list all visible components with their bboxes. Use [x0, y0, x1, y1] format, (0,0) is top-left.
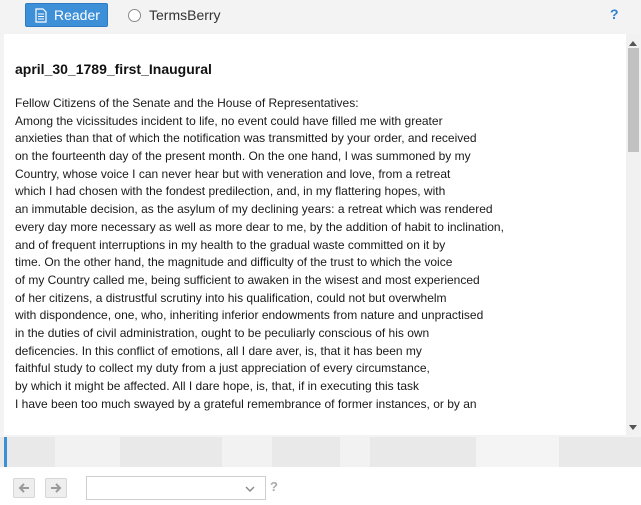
reader-button[interactable]	[25, 3, 108, 27]
help-icon-bottom[interactable]: ?	[270, 479, 278, 494]
text-line: with dispondence, one, who, inheriting inferior endowments from nature and unpractised	[15, 308, 484, 323]
bottom-toolbar	[0, 467, 641, 505]
arrow-left-icon	[18, 482, 30, 494]
text-line: on the fourteenth day of the present month. On the one hand, I was summoned by my	[15, 149, 471, 164]
text-line: I have been too much swayed by a grateful remembrance of former instances, or by an	[15, 396, 477, 411]
back-button[interactable]	[13, 478, 35, 498]
help-icon[interactable]: ?	[610, 6, 619, 22]
text-line: anxieties than that of which the notification was transmitted by your order, and received	[15, 131, 477, 146]
termsberry-label: TermsBerry	[149, 7, 221, 23]
text-line: an immutable decision, as the asylum of my declining years: a retreat which was rendered	[15, 202, 493, 217]
chevron-down-icon	[244, 483, 256, 495]
text-line: every day more necessary as well as more dear to me, by the addition of habit to inclination,	[15, 219, 504, 234]
radio-circle[interactable]	[128, 9, 141, 22]
document-icon	[35, 8, 47, 23]
reader-button-label: Reader	[54, 7, 100, 23]
segment-strip	[0, 437, 641, 467]
text-line: of my Country called me, being sufficient to awaken in the wisest and most experienced	[15, 272, 480, 287]
active-segment-indicator	[4, 437, 7, 467]
text-line: which I had chosen with the fondest predilection, and, in my flattering hopes, with	[15, 184, 446, 199]
toolbar	[0, 0, 641, 32]
text-line: and of frequent interruptions in my health to the gradual waste committed on it by	[15, 237, 446, 252]
text-line: deficencies. In this conflict of emotions, all I dare aver, is, that it has been my	[15, 343, 422, 358]
document-title: april_30_1789_first_Inaugural	[15, 61, 212, 77]
termsberry-radio[interactable]	[128, 6, 221, 24]
strip-segment	[340, 437, 370, 467]
strip-segment	[55, 437, 120, 467]
document-body	[15, 95, 615, 413]
history-select[interactable]	[86, 476, 266, 500]
forward-button[interactable]	[45, 478, 67, 498]
text-line: faithful study to collect my duty from a just appreciation of every circumstance,	[15, 361, 430, 376]
text-line: by which it might be affected. All I dare hope, is, that, if in executing this task	[15, 379, 419, 393]
text-line: of her citizens, a distrustful scrutiny into his qualification, could not but overwhelm	[15, 290, 447, 305]
scrollbar-thumb[interactable]	[628, 48, 639, 152]
scroll-down-arrow-icon[interactable]	[626, 420, 640, 434]
text-line: Fellow Citizens of the Senate and the House of Representatives:	[15, 96, 359, 110]
text-line: time. On the other hand, the magnitude and difficulty of the trust to which the voice	[15, 255, 453, 270]
arrow-right-icon	[50, 482, 62, 494]
strip-segment	[222, 437, 272, 467]
reader-pane	[4, 34, 640, 435]
vertical-scrollbar[interactable]	[626, 34, 640, 435]
text-line: Country, whose voice I can never hear but with veneration and love, from a retreat	[15, 166, 451, 181]
text-line: Among the vicissitudes incident to life, no event could have filled me with greater	[15, 113, 443, 128]
text-line: in the duties of civil administration, ought to be peculiarly conscious of his own	[15, 325, 430, 340]
strip-segment	[476, 437, 559, 467]
